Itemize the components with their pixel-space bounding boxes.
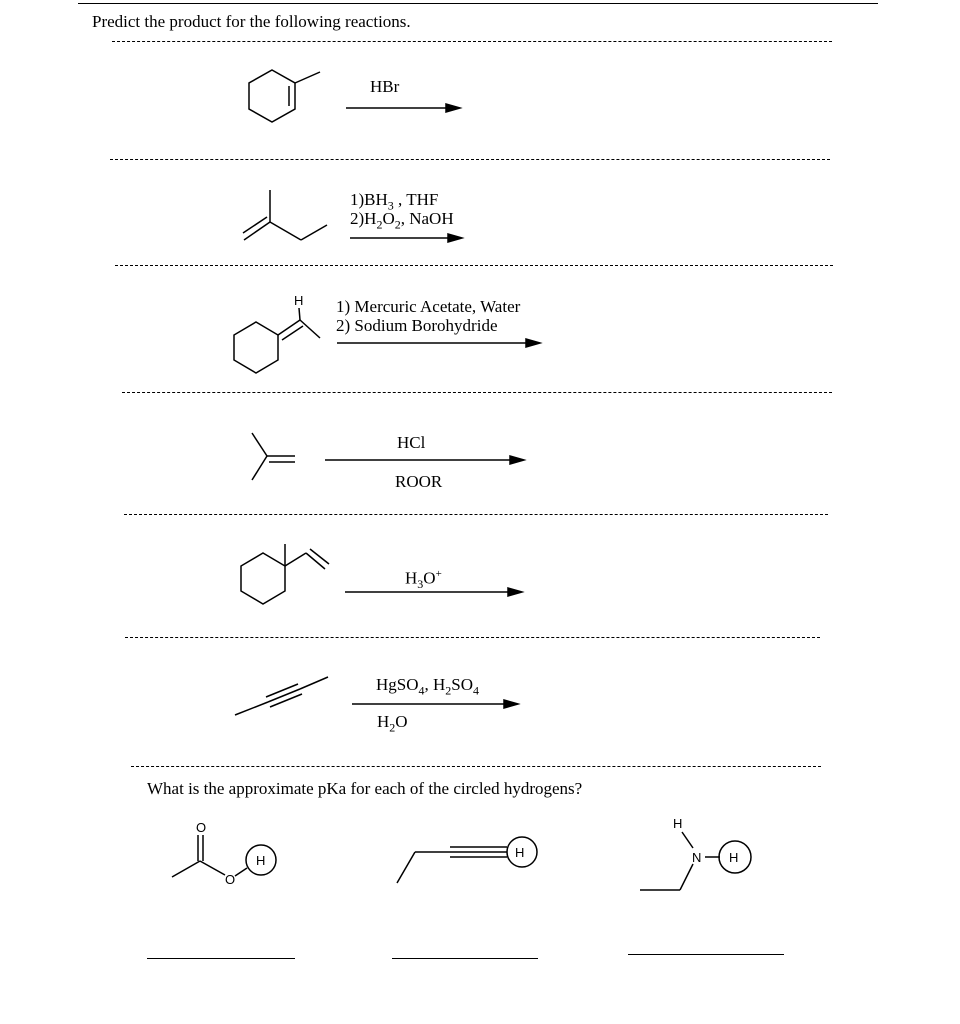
reagent-6-top: HgSO$_4$, $H_2SO_4$ [376, 675, 480, 698]
reagent-1-top: HBr [370, 77, 400, 96]
reagent-4-bottom: ROOR [395, 472, 443, 491]
atom-label-h: H [294, 293, 304, 308]
reagent-2-line2: $2)H_2O_2$, NaOH [350, 209, 454, 232]
reagent-2-line1: $1)BH_3$ , THF [350, 190, 439, 213]
pka-question: What is the approximate pKa for each of the circled hydrogens? [147, 779, 583, 798]
atom-label-n: N [692, 850, 702, 865]
reagent-6-bottom: $H_2O$ [377, 712, 408, 735]
atom-label-h: H [515, 845, 525, 860]
atom-label-o: O [196, 820, 207, 835]
reagent-3-line2: 2) Sodium Borohydride [336, 316, 498, 335]
answer-blank[interactable] [147, 958, 295, 959]
reagent-5-top: $H_3O^+$ [405, 568, 442, 592]
atom-label-o: O [225, 872, 236, 887]
atom-label-h: H [256, 853, 266, 868]
reagent-3-line1: 1) Mercuric Acetate, Water [336, 297, 521, 316]
reagent-4-top: HCl [397, 433, 426, 452]
page-title: Predict the product for the following reactions. [92, 12, 411, 31]
answer-blank[interactable] [392, 958, 538, 959]
atom-label-h: H [673, 816, 683, 831]
answer-blank[interactable] [628, 954, 784, 955]
atom-label-h: H [729, 850, 739, 865]
